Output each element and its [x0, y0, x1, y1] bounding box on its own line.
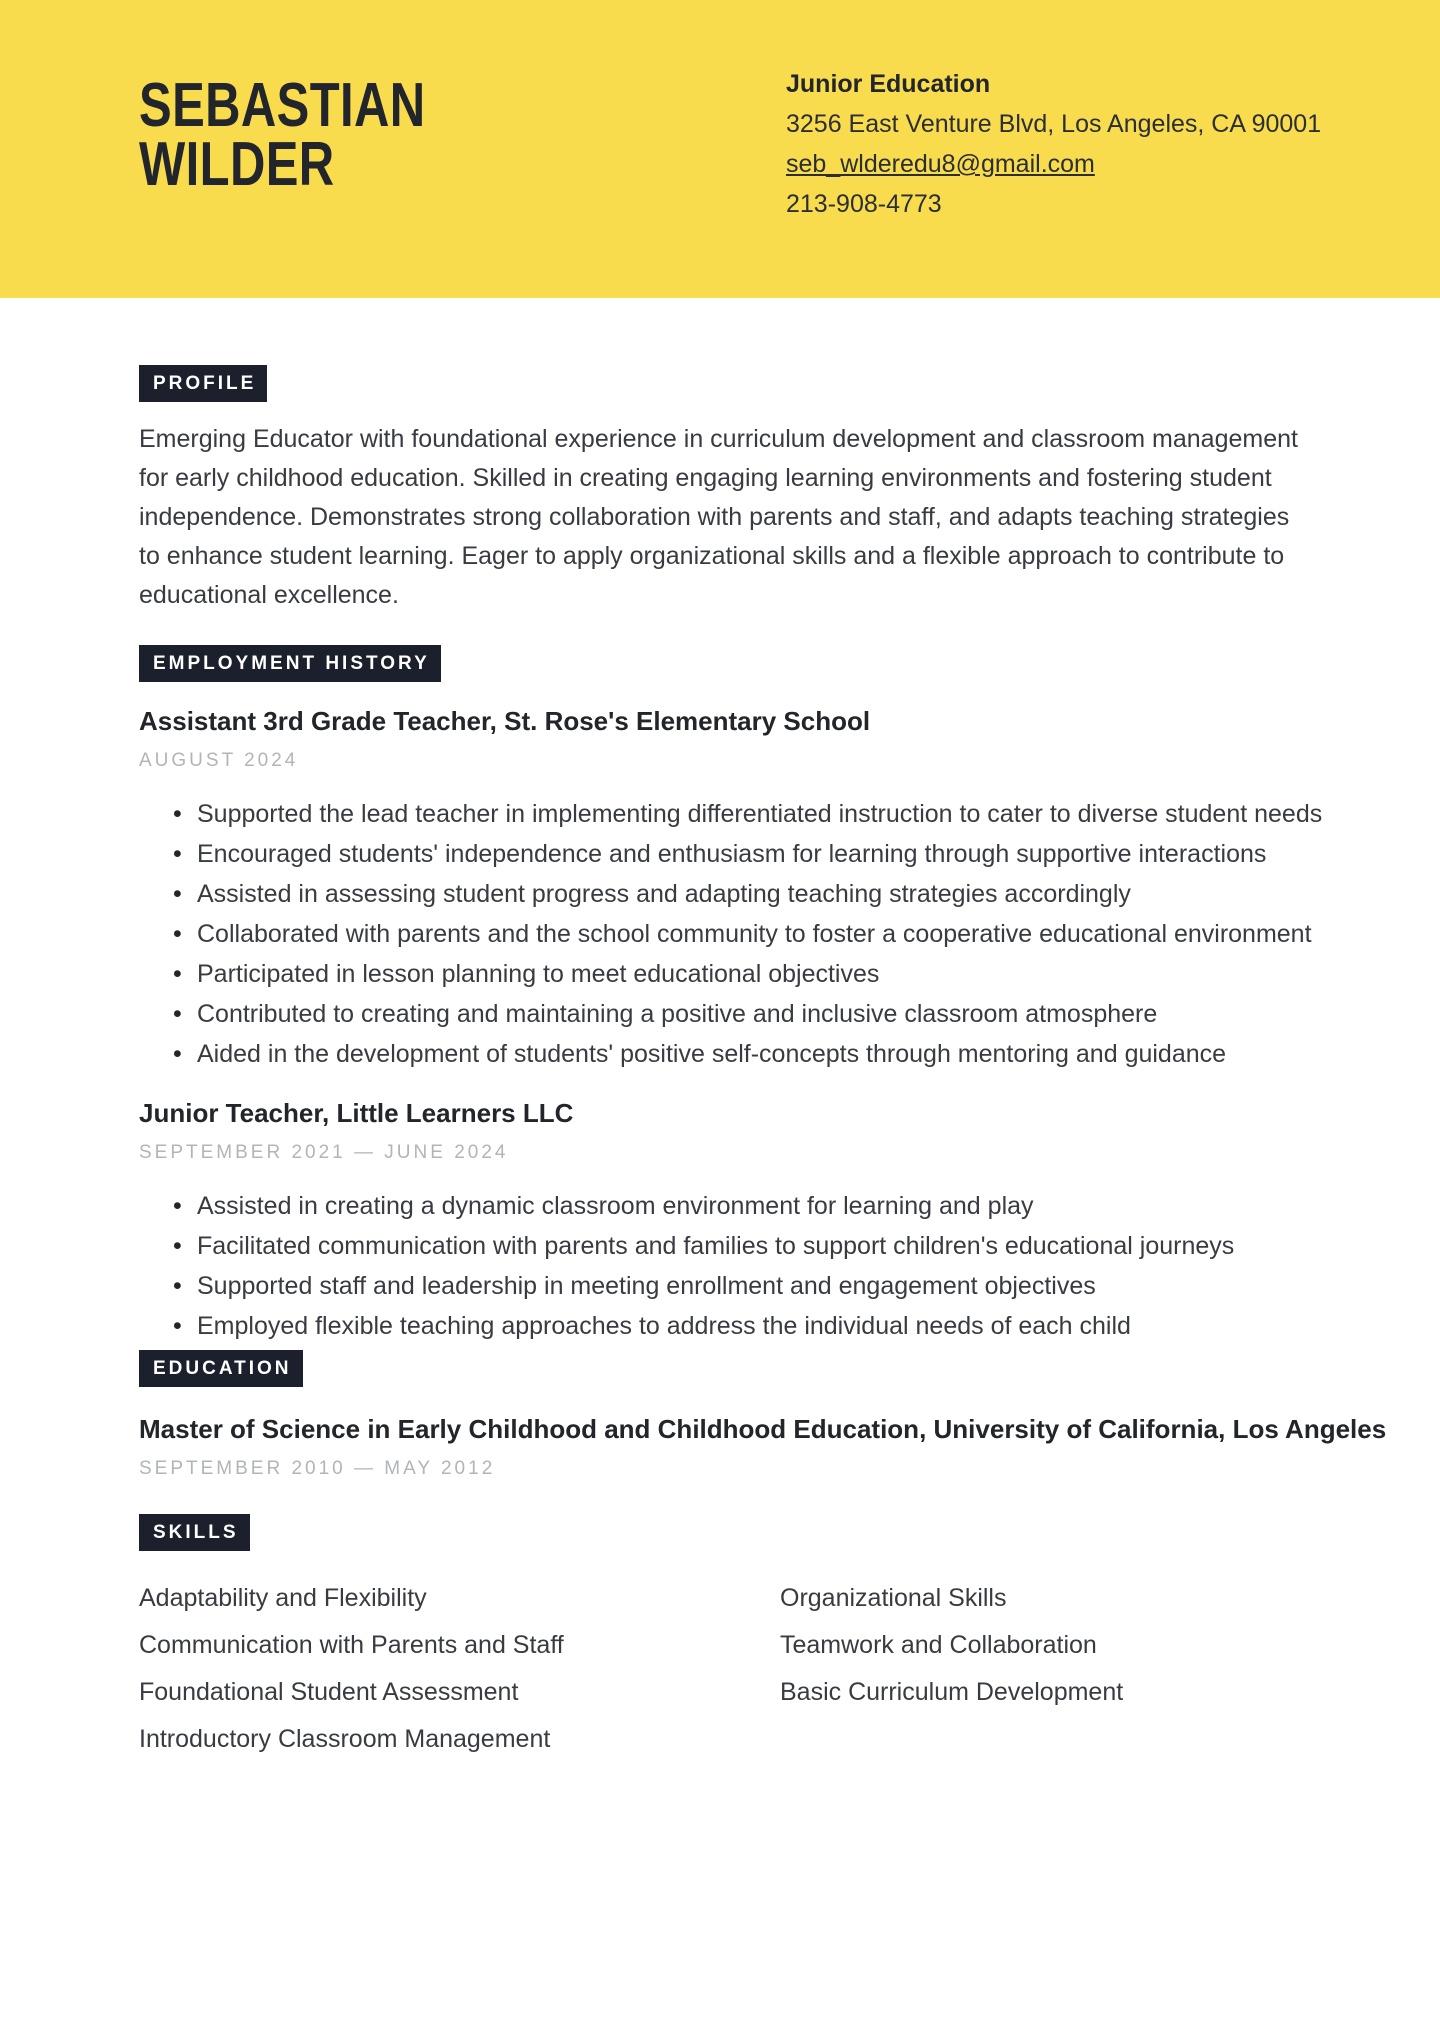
skill-item: Foundational Student Assessment [139, 1678, 519, 1706]
contact-email-link[interactable]: seb_wlderedu8@gmail.com [786, 150, 1095, 178]
skill-item: Organizational Skills [780, 1584, 1007, 1612]
job-1-bullet-list [139, 794, 1323, 1074]
candidate-last-name: WILDER [139, 130, 335, 199]
candidate-first-name: SEBASTIAN [139, 71, 426, 140]
education-dates: SEPTEMBER 2010 — MAY 2012 [139, 1458, 496, 1479]
header-band [0, 0, 1440, 298]
job-1-dates: AUGUST 2024 [139, 750, 299, 771]
job-2-dates: SEPTEMBER 2021 — JUNE 2024 [139, 1142, 509, 1163]
skill-item: Introductory Classroom Management [139, 1725, 551, 1753]
education-section [139, 1350, 1387, 1480]
job-bullet: • Supported staff and leadership in meeting enrollment and engagement objectives [197, 1266, 1301, 1306]
skills-section-label: SKILLS [139, 1514, 250, 1551]
skills-column-1 [139, 1575, 780, 1763]
skills-section [139, 1480, 1301, 1763]
job-bullet: • Participated in lesson planning to meet educational objectives [197, 954, 1301, 994]
candidate-name [139, 71, 426, 199]
skill-item: Adaptability and Flexibility [139, 1584, 427, 1612]
skill-item: Communication with Parents and Staff [139, 1631, 564, 1659]
skills-columns [139, 1575, 1301, 1763]
job-entry-1 [139, 706, 1323, 1074]
degree-title: Master of Science in Early Childhood and Childhood Education, University of California, Los Angeles [139, 1414, 1387, 1444]
employment-section [139, 615, 1323, 1346]
job-bullet: • Contributed to creating and maintaining a positive and inclusive classroom atmosphere [197, 994, 1301, 1034]
job-bullet: • Assisted in creating a dynamic classroom environment for learning and play [197, 1186, 1301, 1226]
job-bullet: • Collaborated with parents and the school community to foster a cooperative educational environment [197, 914, 1301, 954]
job-entry-2 [139, 1098, 1301, 1346]
education-section-label: EDUCATION [139, 1350, 303, 1387]
contact-job-title: Junior Education [786, 70, 991, 98]
job-bullet: • Employed flexible teaching approaches to address the individual needs of each child [197, 1306, 1301, 1346]
job-bullet: • Assisted in assessing student progress and adapting teaching strategies accordingly [197, 874, 1301, 914]
contact-phone: 213-908-4773 [786, 190, 942, 218]
job-2-title: Junior Teacher, Little Learners LLC [139, 1098, 574, 1128]
skill-item: Teamwork and Collaboration [780, 1631, 1097, 1659]
job-bullet: • Facilitated communication with parents and families to support children's educational journeys [197, 1226, 1301, 1266]
resume-body [0, 298, 1440, 1763]
job-2-bullet-list [139, 1186, 1301, 1346]
contact-block [786, 64, 1321, 224]
job-bullet: • Supported the lead teacher in implementing differentiated instruction to cater to diverse student needs [197, 794, 1301, 834]
skill-item: Basic Curriculum Development [780, 1678, 1124, 1706]
skills-column-2 [780, 1575, 1123, 1763]
job-1-title: Assistant 3rd Grade Teacher, St. Rose's Elementary School [139, 706, 871, 736]
employment-section-label: EMPLOYMENT HISTORY [139, 645, 441, 682]
profile-section-label: PROFILE [139, 365, 267, 402]
profile-summary-text: Emerging Educator with foundational experience in curriculum development and classroom management for early childhood education. Skilled in creating engaging learning environments and fostering student independence. Demonstrates strong collaboration with parents and staff, and adapts teaching strategies to enhance student learning. Eager to apply organizational skills and a flexible approach to contribute to educational excellence. [139, 425, 1298, 609]
job-bullet: • Aided in the development of students' positive self-concepts through mentoring and guidance [197, 1034, 1301, 1074]
job-bullet: • Encouraged students' independence and enthusiasm for learning through supportive interactions [197, 834, 1301, 874]
contact-address: 3256 East Venture Blvd, Los Angeles, CA 90001 [786, 110, 1322, 138]
profile-section [139, 298, 1301, 615]
